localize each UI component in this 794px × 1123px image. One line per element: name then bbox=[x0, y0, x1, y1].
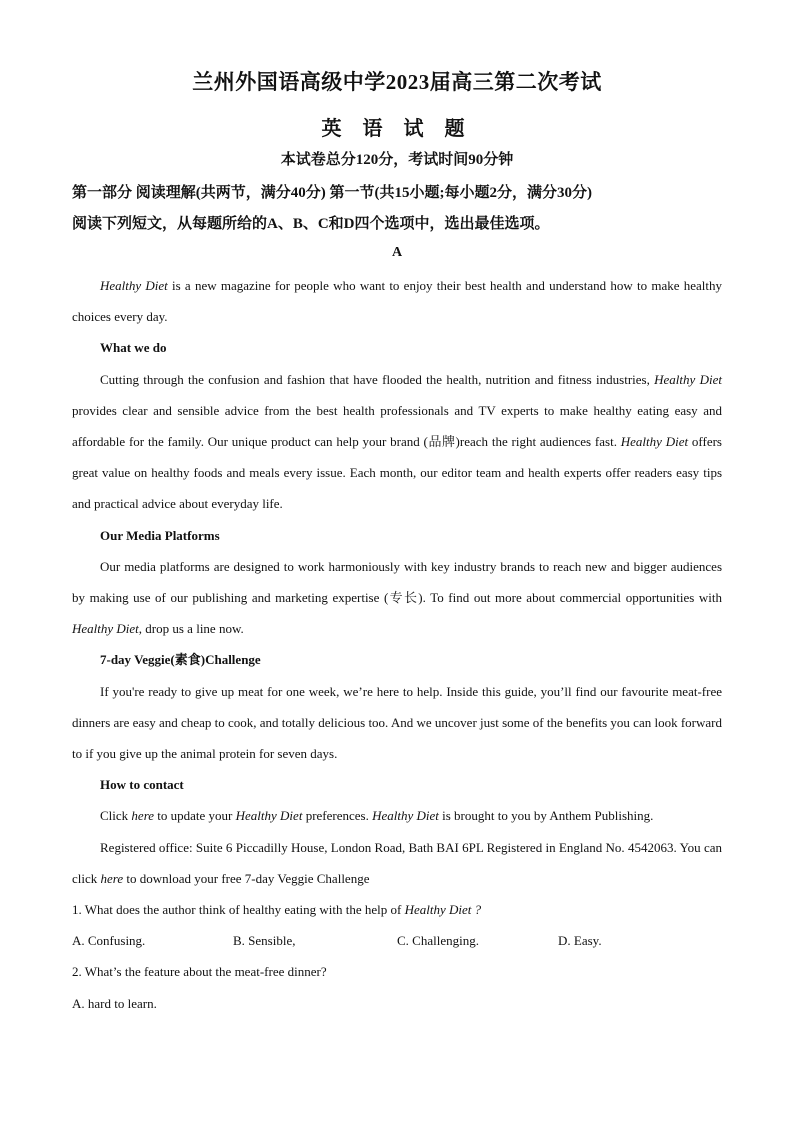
question-2-option-a: A. hard to learn. bbox=[72, 995, 157, 1011]
section-heading-veggie: 7-day Veggie(素食)Challenge bbox=[100, 652, 261, 668]
option-d: D. Easy. bbox=[558, 933, 602, 949]
exam-meta: 本试卷总分120分，考试时间90分钟 bbox=[280, 152, 514, 168]
option-b: B. Sensible, bbox=[233, 933, 296, 949]
question-1-stem: 1. What does the author think of healthy eating with the help of Healthy Diet ? bbox=[72, 902, 482, 918]
magazine-name: Healthy Diet bbox=[100, 278, 168, 293]
instructions: 阅读下列短文，从每题所给的A、B、C和D四个选项中，选出最佳选项。 bbox=[72, 216, 550, 232]
question-1-options bbox=[72, 925, 722, 956]
section-heading-what-we-do: What we do bbox=[100, 340, 167, 356]
here-link: here bbox=[131, 808, 155, 824]
exam-title: 兰州外国语高级中学2023届高三第二次考试 bbox=[192, 70, 602, 94]
option-c: C. Challenging. bbox=[397, 933, 479, 949]
part-heading: 第一部分 阅读理解(共两节，满分40分) 第一节(共15小题;每小题2分，满分30分) bbox=[72, 185, 592, 201]
subject-title: 英 语 试 题 bbox=[321, 118, 473, 140]
passage-body bbox=[72, 270, 722, 1019]
what-we-do-paragraph: Cutting through the confusion and fashion that have flooded the health, nutrition and fitness industries, Healthy Diet provides clear and sensible advice from the best health professionals and TV experts to make healthy eating easy and affordable for the family. Our unique product can help your brand (品牌)reach the right audiences fast. Healthy Diet offers great value on healthy foods and meals every issue. Each month, our editor team and health experts offer readers easy tips and practical advice about everyday life. bbox=[72, 371, 722, 512]
here-link: here bbox=[100, 870, 124, 886]
option-a: A. Confusing. bbox=[72, 933, 146, 949]
intro-paragraph: Healthy Diet is a new magazine for people who want to enjoy their best health and understand how to make healthy choices every day. bbox=[72, 278, 722, 325]
veggie-paragraph: If you're ready to give up meat for one week, we’re here to help. Inside this guide, you’ll find our favourite meat-free dinners are easy and cheap to cook, and totally delicious too. And we uncover just some of the benefits you can look forward to if you give up the animal protein for seven days. bbox=[72, 683, 722, 762]
registered-paragraph: Registered office: Suite 6 Piccadilly House, London Road, Bath BAI 6PL Registered in England No. 4542063. You can click here to download your free 7-day Veggie Challenge bbox=[72, 839, 722, 886]
contact-paragraph: Click here to update your Healthy Diet preferences. Healthy Diet is brought to you by Anthem Publishing. bbox=[100, 808, 654, 824]
question-2-stem: 2. What’s the feature about the meat-free dinner? bbox=[72, 964, 327, 980]
section-heading-media: Our Media Platforms bbox=[100, 527, 220, 543]
media-paragraph: Our media platforms are designed to work harmoniously with key industry brands to reach new and bigger audiences by making use of our publishing and marketing expertise (专长). To find out more about commercial opportunities with Healthy Diet, drop us a line now. bbox=[72, 558, 722, 637]
passage-label: A bbox=[391, 245, 403, 260]
section-heading-contact: How to contact bbox=[100, 777, 184, 793]
